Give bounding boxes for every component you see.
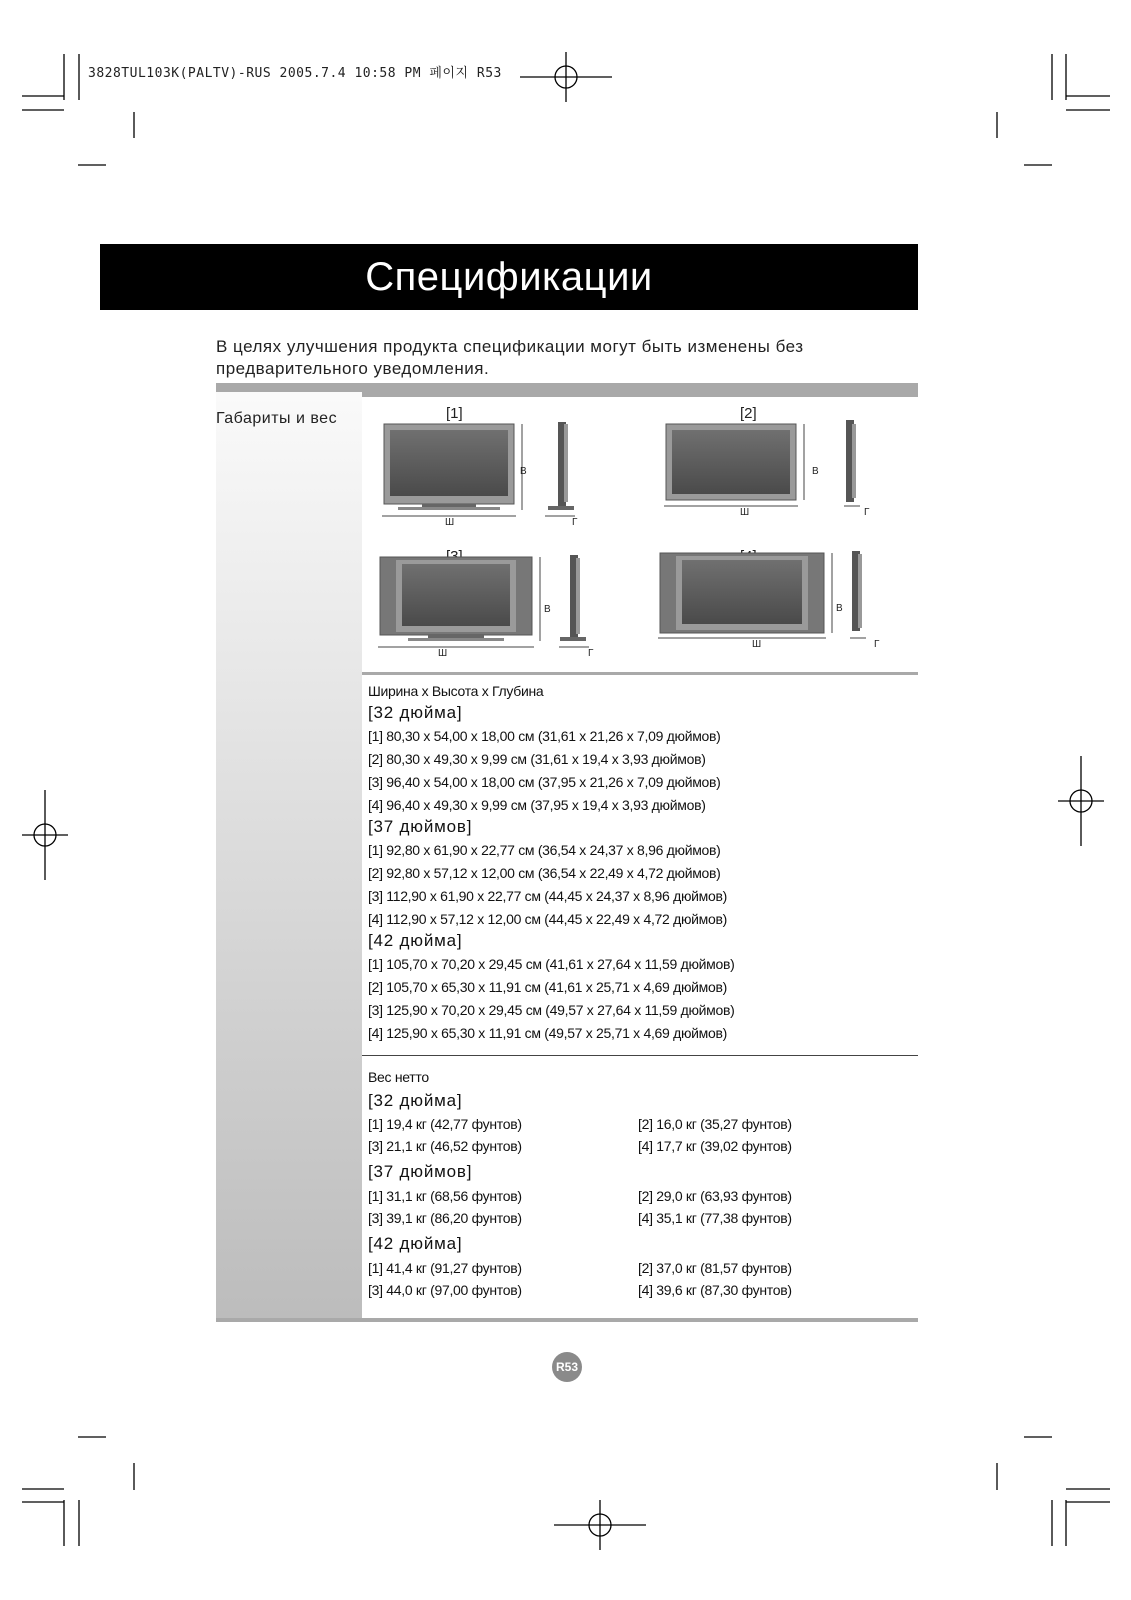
depth-letter-4: Г (874, 639, 880, 650)
weight-cell: [3] 21,1 кг (46,52 фунтов) (368, 1138, 522, 1154)
width-letter-1: Ш (445, 517, 455, 528)
intro-text: В целях улучшения продукта спецификации могут быть изменены без предварительного уведомления. (216, 337, 804, 378)
width-letter-2: Ш (740, 507, 750, 518)
weight-cell: [4] 35,1 кг (77,38 фунтов) (638, 1210, 792, 1226)
dim-row: [4] 112,90 x 57,12 x 12,00 см (44,45 x 22,49 x 4,72 дюймов) (368, 911, 727, 927)
tv-front-3 (378, 557, 540, 647)
weight-heading: Вес нетто (368, 1069, 429, 1085)
dim-size-32: [32 дюйма] (368, 703, 463, 722)
weight-cell: [1] 31,1 кг (68,56 фунтов) (368, 1188, 522, 1204)
height-letter-1: В (520, 466, 527, 477)
weight-cell: [3] 44,0 кг (97,00 фунтов) (368, 1282, 522, 1298)
weight-cell: [4] 39,6 кг (87,30 фунтов) (638, 1282, 792, 1298)
dim-row: [3] 125,90 x 70,20 x 29,45 см (49,57 x 27,64 x 11,59 дюймов) (368, 1002, 735, 1018)
section-label: Габариты и вес (216, 410, 338, 427)
tv-side-2 (844, 420, 860, 506)
section-rule-bottom (216, 1318, 918, 1322)
page-number-badge: R53 (552, 1352, 582, 1382)
weight-size-42: [42 дюйма] (368, 1234, 463, 1253)
weight-cell: [1] 41,4 кг (91,27 фунтов) (368, 1260, 522, 1276)
weight-cell: [2] 16,0 кг (35,27 фунтов) (638, 1116, 792, 1132)
tv-front-1 (382, 424, 522, 516)
dim-row: [4] 96,40 x 49,30 x 9,99 см (37,95 x 19,4 x 3,93 дюймов) (368, 797, 706, 813)
tv-diagrams (362, 400, 918, 670)
depth-letter-3: Г (588, 648, 594, 659)
height-letter-2: В (812, 466, 819, 477)
dim-row: [3] 112,90 x 61,90 x 22,77 см (44,45 x 24,37 x 8,96 дюймов) (368, 888, 727, 904)
diagram-label-2: [2] (740, 405, 757, 422)
section-rule-weight (362, 1055, 918, 1056)
weight-cell: [1] 19,4 кг (42,77 фунтов) (368, 1116, 522, 1132)
weight-size-32: [32 дюйма] (368, 1091, 463, 1110)
width-letter-3: Ш (438, 648, 448, 659)
weight-size-37: [37 дюймов] (368, 1162, 473, 1181)
height-letter-4: В (836, 603, 843, 614)
dim-row: [2] 80,30 x 49,30 x 9,99 см (31,61 x 19,4 x 3,93 дюймов) (368, 751, 706, 767)
tv-side-4 (850, 551, 866, 638)
depth-letter-2: Г (864, 507, 870, 518)
dim-row: [2] 105,70 x 65,30 x 11,91 см (41,61 x 25,71 x 4,69 дюймов) (368, 979, 727, 995)
dim-size-37: [37 дюймов] (368, 817, 473, 836)
depth-letter-1: Г (572, 517, 578, 528)
tv-front-4 (658, 553, 832, 638)
page-title: Спецификации (365, 255, 653, 299)
dim-row: [3] 96,40 x 54,00 x 18,00 см (37,95 x 21,26 x 7,09 дюймов) (368, 774, 721, 790)
height-letter-3: В (544, 604, 551, 615)
title-bar (100, 244, 918, 310)
tv-side-3 (559, 555, 589, 647)
print-header: 3828TUL103K(PALTV)-RUS 2005.7.4 10:58 PM 페이지 R53 (88, 66, 502, 81)
dim-size-42: [42 дюйма] (368, 931, 463, 950)
weight-cell: [4] 17,7 кг (39,02 фунтов) (638, 1138, 792, 1154)
weight-cell: [2] 37,0 кг (81,57 фунтов) (638, 1260, 792, 1276)
dim-row: [2] 92,80 x 57,12 x 12,00 см (36,54 x 22,49 x 4,72 дюймов) (368, 865, 721, 881)
weight-cell: [3] 39,1 кг (86,20 фунтов) (368, 1210, 522, 1226)
section-sidebar (216, 392, 362, 1320)
diagram-label-1: [1] (446, 405, 463, 422)
dim-row: [1] 92,80 x 61,90 x 22,77 см (36,54 x 24,37 x 8,96 дюймов) (368, 842, 721, 858)
dim-row: [1] 80,30 x 54,00 x 18,00 см (31,61 x 21,26 x 7,09 дюймов) (368, 728, 721, 744)
section-rule-dimensions (362, 672, 918, 675)
weight-cell: [2] 29,0 кг (63,93 фунтов) (638, 1188, 792, 1204)
tv-front-2 (664, 424, 804, 506)
tv-side-1 (545, 422, 575, 516)
dim-row: [4] 125,90 x 65,30 x 11,91 см (49,57 x 25,71 x 4,69 дюймов) (368, 1025, 727, 1041)
dim-row: [1] 105,70 x 70,20 x 29,45 см (41,61 x 27,64 x 11,59 дюймов) (368, 956, 735, 972)
dimensions-heading: Ширина x Высота x Глубина (368, 683, 544, 699)
width-letter-4: Ш (752, 639, 762, 650)
